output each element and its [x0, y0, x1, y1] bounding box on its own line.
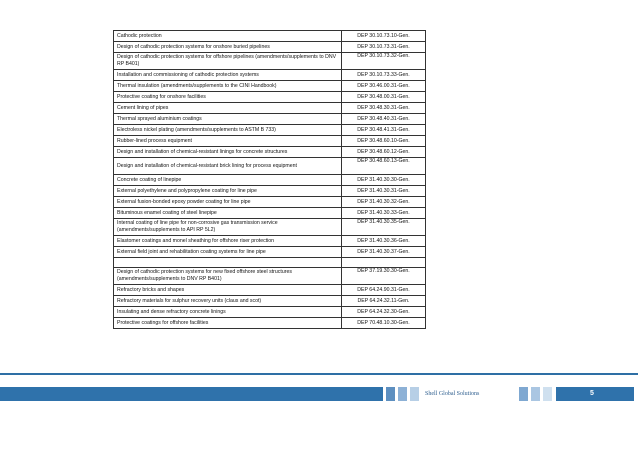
table-row — [114, 219, 426, 236]
table-row — [114, 247, 426, 258]
table-row — [114, 70, 426, 81]
standard-title: Bituminous enamel coating of steel linepipe — [114, 208, 342, 219]
footer-square — [519, 387, 528, 401]
standard-code: DEP 31.40.30.35-Gen. — [342, 219, 426, 236]
standard-code: DEP 64.24.32.11-Gen. — [342, 296, 426, 307]
standard-title: Thermal insulation (amendments/supplements to the CINI Handbook) — [114, 81, 342, 92]
footer-rule — [0, 373, 638, 375]
table-row — [114, 236, 426, 247]
brand-name: Shell Global Solutions — [425, 391, 480, 397]
footer-square — [543, 387, 552, 401]
standard-code: DEP 30.48.60.13-Gen. — [342, 158, 426, 175]
footer-square — [386, 387, 395, 401]
standard-title: Refractory bricks and shapes — [114, 285, 342, 296]
table-row — [114, 125, 426, 136]
standard-code: DEP 31.40.30.31-Gen. — [342, 186, 426, 197]
standard-title: Cement lining of pipes — [114, 103, 342, 114]
standard-code: DEP 37.19.30.30-Gen. — [342, 268, 426, 285]
standard-code: DEP 30.10.73.31-Gen. — [342, 42, 426, 53]
table-row — [114, 186, 426, 197]
footer-square — [531, 387, 540, 401]
table-row — [114, 31, 426, 42]
standard-title: Rubber-lined process equipment — [114, 136, 342, 147]
table-row — [114, 53, 426, 70]
standard-code: DEP 30.48.60.12-Gen. — [342, 147, 426, 158]
table-row — [114, 175, 426, 186]
standard-title: Design of cathodic protection systems for offshore pipelines (amendments/supplements to DNV RP B401) — [114, 53, 342, 70]
standard-code: DEP 64.24.32.30-Gen. — [342, 307, 426, 318]
standard-code: DEP 30.48.30.31-Gen. — [342, 103, 426, 114]
table-row — [114, 197, 426, 208]
table-row — [114, 285, 426, 296]
standard-title: Refractory materials for sulphur recovery units (claus and scot) — [114, 296, 342, 307]
standard-code: DEP 30.46.00.31-Gen. — [342, 81, 426, 92]
standard-title: Cathodic protection — [114, 31, 342, 42]
standard-code: DEP 64.24.90.31-Gen. — [342, 285, 426, 296]
table-row — [114, 147, 426, 158]
standard-code: DEP 31.40.30.30-Gen. — [342, 175, 426, 186]
standard-title: Thermal sprayed aluminium coatings — [114, 114, 342, 125]
table-row — [114, 258, 426, 268]
standard-code: DEP 30.10.73.33-Gen. — [342, 70, 426, 81]
standard-code: DEP 30.48.41.31-Gen. — [342, 125, 426, 136]
footer-square — [398, 387, 407, 401]
footer-square — [410, 387, 419, 401]
standard-title: External field joint and rehabilitation coating systems for line pipe — [114, 247, 342, 258]
standard-code: DEP 31.40.30.32-Gen. — [342, 197, 426, 208]
standard-title: Protective coating for onshore facilities — [114, 92, 342, 103]
standard-title: Design and installation of chemical-resistant brick lining for process equipment — [114, 158, 342, 175]
standard-title: Electroless nickel plating (amendments/supplements to ASTM B 733) — [114, 125, 342, 136]
table-row — [114, 42, 426, 53]
standard-title: External polyethylene and polypropylene coating for line pipe — [114, 186, 342, 197]
table-row — [114, 81, 426, 92]
table-row — [114, 158, 426, 175]
standard-title: Design and installation of chemical-resistant linings for concrete structures — [114, 147, 342, 158]
standard-title: Design of cathodic protection systems for new fixed offshore steel structures (amendments/supplements to DNV RP B401) — [114, 268, 342, 285]
standard-code: DEP 31.40.30.37-Gen. — [342, 247, 426, 258]
standard-code: DEP 31.40.30.33-Gen. — [342, 208, 426, 219]
table-row — [114, 136, 426, 147]
footer-bar — [0, 387, 383, 401]
table-body — [114, 31, 426, 329]
standard-code — [342, 258, 426, 268]
standard-code: DEP 70.48.10.30-Gen. — [342, 318, 426, 329]
page-number: 5 — [590, 390, 594, 397]
table-row — [114, 114, 426, 125]
table-row — [114, 92, 426, 103]
standard-code: DEP 30.48.60.10-Gen. — [342, 136, 426, 147]
standard-code: DEP 30.48.00.31-Gen. — [342, 92, 426, 103]
standard-code: DEP 30.10.73.10-Gen. — [342, 31, 426, 42]
standard-title: Design of cathodic protection systems for onshore buried pipelines — [114, 42, 342, 53]
table-row — [114, 268, 426, 285]
table-row — [114, 208, 426, 219]
standard-title: Protective coatings for offshore facilities — [114, 318, 342, 329]
standard-title — [114, 258, 342, 268]
standard-code: DEP 31.40.30.36-Gen. — [342, 236, 426, 247]
standard-title: External fusion-bonded epoxy powder coating for line pipe — [114, 197, 342, 208]
table-row — [114, 318, 426, 329]
standard-code: DEP 30.10.73.32-Gen. — [342, 53, 426, 70]
standard-title: Insulating and dense refractory concrete linings — [114, 307, 342, 318]
standard-title: Concrete coating of linepipe — [114, 175, 342, 186]
table-row — [114, 307, 426, 318]
standard-code: DEP 30.48.40.31-Gen. — [342, 114, 426, 125]
table-row — [114, 103, 426, 114]
standard-title: Internal coating of line pipe for non-corrosive gas transmission service (amendments/supplements to API RP 5L2) — [114, 219, 342, 236]
table-row — [114, 296, 426, 307]
dep-standards-table — [113, 30, 426, 329]
standard-title: Elastomer coatings and monel sheathing for offshore riser protection — [114, 236, 342, 247]
standard-title: Installation and commissioning of cathodic protection systems — [114, 70, 342, 81]
